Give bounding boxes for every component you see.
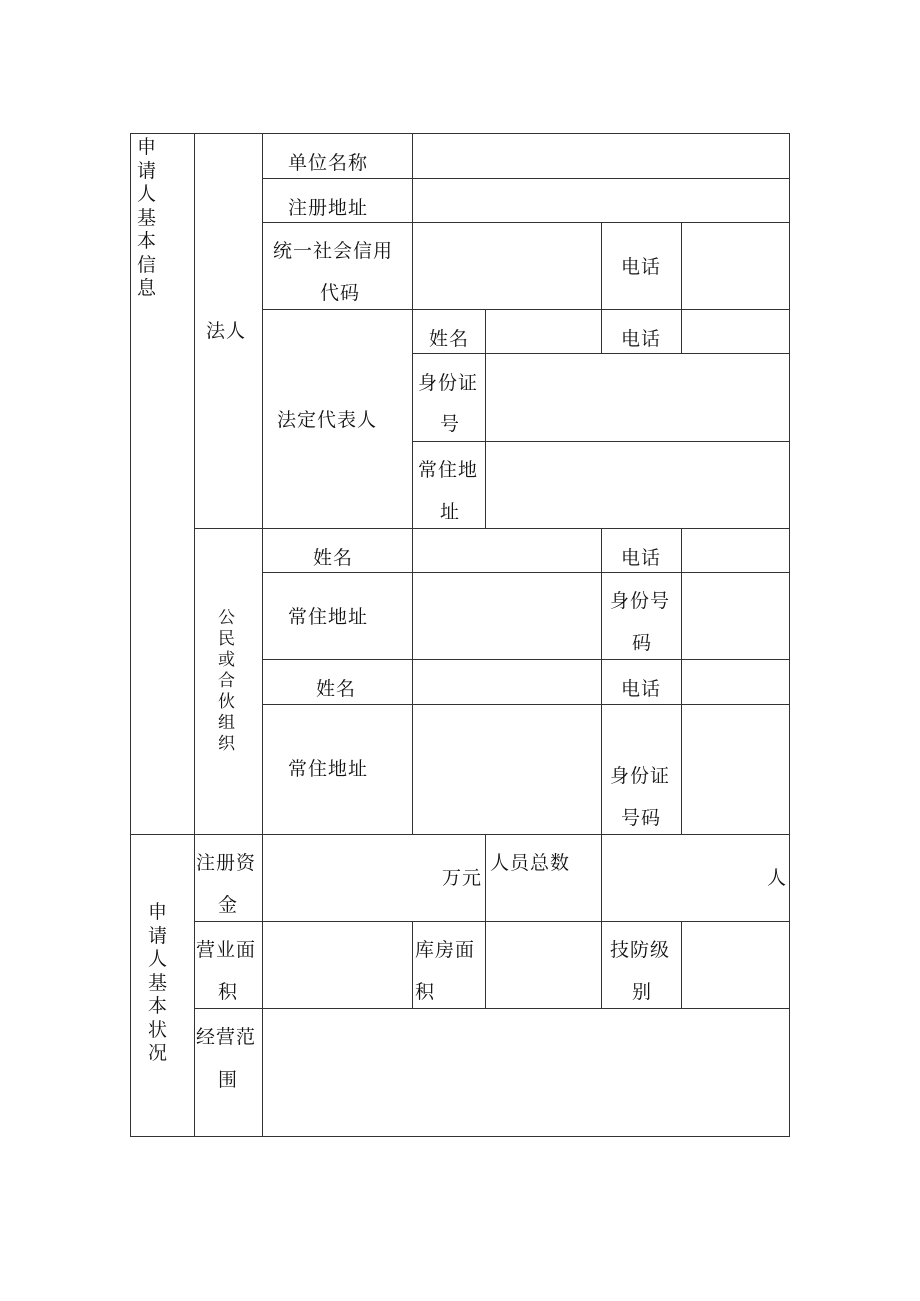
register-address-field[interactable] — [412, 178, 790, 223]
scope-label-line2: 围 — [218, 1069, 239, 1091]
rep-name-field[interactable] — [485, 309, 602, 354]
rep-name-label: 姓名 — [429, 328, 470, 350]
citizen-name-field-1[interactable] — [412, 528, 602, 573]
rep-id-label-line2: 号 — [440, 413, 461, 435]
unit-name-field[interactable] — [412, 133, 790, 179]
business-area-label-line2: 积 — [218, 981, 239, 1003]
rep-id-field[interactable] — [485, 353, 790, 442]
capital-unit: 万元 — [442, 867, 483, 889]
citizen-id-label-2-line1: 身份证 — [610, 765, 671, 787]
citizen-name-field-2[interactable] — [412, 659, 602, 705]
staff-label: 人员总数 — [490, 852, 571, 874]
rep-address-label-line1: 常住地 — [418, 459, 479, 481]
citizen-name-label-1: 姓名 — [313, 547, 354, 569]
scope-field[interactable] — [262, 1008, 790, 1137]
citizen-phone-field-2[interactable] — [681, 659, 790, 705]
credit-code-label-line2: 代码 — [320, 282, 361, 304]
warehouse-area-label-line1: 库房面 — [415, 939, 476, 961]
citizen-id-field-2[interactable] — [681, 704, 790, 835]
legal-phone-field[interactable] — [681, 222, 790, 310]
rep-phone-label: 电话 — [621, 328, 662, 350]
citizen-id-field-1[interactable] — [681, 572, 790, 660]
credit-code-field[interactable] — [412, 222, 602, 310]
citizen-address-field-2[interactable] — [412, 704, 602, 835]
rep-address-field[interactable] — [485, 441, 790, 529]
warehouse-area-field[interactable] — [485, 921, 602, 1009]
citizen-id-label-1-line2: 码 — [632, 632, 653, 654]
security-level-label-line1: 技防级 — [610, 939, 671, 961]
citizen-address-label-1: 常住地址 — [288, 606, 369, 628]
warehouse-area-label-line2: 积 — [415, 981, 436, 1003]
staff-unit: 人 — [767, 867, 788, 889]
citizen-phone-field-1[interactable] — [681, 528, 790, 573]
citizen-id-label-1-line1: 身份号 — [610, 590, 671, 612]
section-basic-info-title: 申请人基本信息 — [137, 136, 157, 299]
unit-name-label: 单位名称 — [288, 152, 369, 174]
security-level-field[interactable] — [681, 921, 790, 1009]
credit-phone-label: 电话 — [621, 256, 662, 278]
citizen-address-field-1[interactable] — [412, 572, 602, 660]
citizen-name-label-2: 姓名 — [316, 678, 357, 700]
scope-label-line1: 经营范 — [196, 1026, 257, 1048]
section-basic-status-title: 申请人基本状况 — [148, 901, 168, 1064]
register-address-label: 注册地址 — [288, 197, 369, 219]
business-area-field[interactable] — [262, 921, 413, 1009]
rep-address-label-line2: 址 — [440, 501, 461, 523]
citizen-phone-label-1: 电话 — [621, 547, 662, 569]
citizen-title: 公民或合伙组织 — [218, 608, 235, 754]
rep-phone-field[interactable] — [681, 309, 790, 354]
citizen-id-label-2-line2: 号码 — [621, 807, 662, 829]
staff-field[interactable] — [601, 834, 790, 922]
rep-id-label-line1: 身份证 — [418, 372, 479, 394]
capital-label-line2: 金 — [218, 894, 239, 916]
legal-person-title: 法人 — [206, 320, 247, 342]
capital-label-line1: 注册资 — [196, 852, 257, 874]
security-level-label-line2: 别 — [632, 981, 653, 1003]
citizen-address-label-2: 常住地址 — [288, 758, 369, 780]
citizen-phone-label-2: 电话 — [621, 678, 662, 700]
credit-code-label-line1: 统一社会信用 — [273, 240, 394, 262]
legal-rep-title: 法定代表人 — [277, 409, 378, 431]
business-area-label-line1: 营业面 — [196, 939, 257, 961]
